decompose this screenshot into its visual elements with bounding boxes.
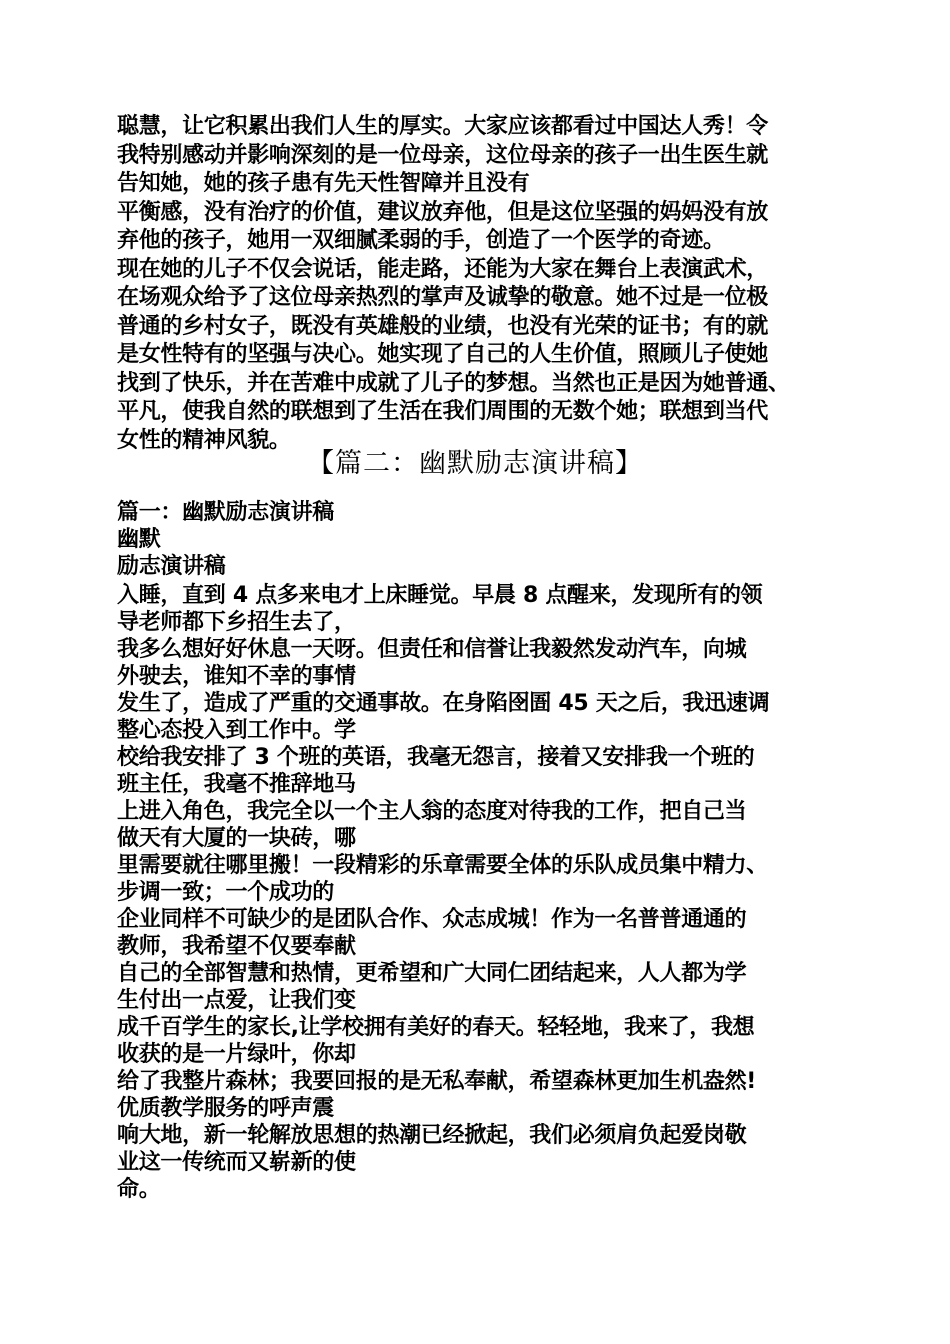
text-line: 聪慧，让它积累出我们人生的厚实。大家应该都看过中国达人秀！令 <box>117 114 769 139</box>
text-line: 做天有大厦的一块砖，哪 <box>117 826 356 851</box>
text-line: 自己的全部智慧和热情，更希望和广大同仁团结起来，人人都为学 <box>117 961 747 986</box>
text-line: 现在她的儿子不仅会说话，能走路，还能为大家在舞台上表演武术， <box>117 256 769 282</box>
body-text-section-2 <box>117 582 847 1203</box>
text-line: 收获的是一片绿叶，你却 <box>117 1042 356 1067</box>
text-line: 成千百学生的家长,让学校拥有美好的春天。轻轻地，我来了，我想 <box>117 1015 755 1040</box>
text-line: 给了我整片森林；我要回报的是无私奉献，希望森林更加生机盎然! <box>117 1069 757 1094</box>
text-line: 上进入角色，我完全以一个主人翁的态度对待我的工作，把自己当 <box>117 799 747 824</box>
text-line: 外驶去，谁知不幸的事情 <box>117 664 356 689</box>
text-line: 弃他的孩子，她用一双细腻柔弱的手，创造了一个医学的奇迹。 <box>117 228 725 253</box>
text-line: 里需要就往哪里搬！一段精彩的乐章需要全体的乐队成员集中精力、 <box>117 853 769 878</box>
text-line: 班主任，我毫不推辞地马 <box>117 772 356 797</box>
text-line: 步调一致；一个成功的 <box>117 880 335 905</box>
text-line: 导老师都下乡招生去了， <box>117 610 356 635</box>
subheading-line: 篇一：幽默励志演讲稿 <box>117 500 335 525</box>
text-line: 平衡感，没有治疗的价值，建议放弃他，但是这位坚强的妈妈没有放 <box>117 199 769 225</box>
text-line: 响大地，新一轮解放思想的热潮已经掀起，我们必须肩负起爱岗敬 <box>117 1123 747 1148</box>
text-line: 女性的精神风貌。 <box>117 427 291 453</box>
subheading-group <box>117 499 847 580</box>
text-line: 普通的乡村女子，既没有英雄般的业绩，也没有光荣的证书；有的就 <box>117 313 769 339</box>
text-line: 在场观众给予了这位母亲热烈的掌声及诚挚的敬意。她不过是一位极 <box>117 285 769 310</box>
text-line: 生付出一点爱，让我们变 <box>117 988 356 1013</box>
text-line: 是女性特有的坚强与决心。她实现了自己的人生价值，照顾儿子使她 <box>117 342 769 367</box>
text-line: 命。 <box>117 1177 161 1202</box>
text-line: 教师，我希望不仅要奉献 <box>117 934 356 959</box>
text-line: 发生了，造成了严重的交通事故。在身陷囹圄 45 天之后，我迅速调 <box>117 691 770 716</box>
text-line: 找到了快乐，并在苦难中成就了儿子的梦想。当然也正是因为她普通、 <box>117 370 790 396</box>
body-text-section-1 <box>117 113 847 455</box>
text-line: 优质教学服务的呼声震 <box>117 1096 335 1121</box>
text-line: 平凡，使我自然的联想到了生活在我们周围的无数个她；联想到当代 <box>117 399 769 424</box>
subheading-line: 幽默 <box>117 527 161 552</box>
text-line: 我特别感动并影响深刻的是一位母亲，这位母亲的孩子一出生医生就 <box>117 142 769 168</box>
text-line: 校给我安排了 3 个班的英语，我毫无怨言，接着又安排我一个班的 <box>117 745 755 770</box>
text-line: 整心态投入到工作中。学 <box>117 718 356 743</box>
text-line: 入睡，直到 4 点多来电才上床睡觉。早晨 8 点醒来，发现所有的领 <box>117 583 763 608</box>
text-line: 我多么想好好休息一天呀。但责任和信誉让我毅然发动汽车，向城 <box>117 637 747 662</box>
text-line: 企业同样不可缺少的是团队合作、众志成城！作为一名普普通通的 <box>117 907 747 932</box>
text-line: 告知她，她的孩子患有先天性智障并且没有 <box>117 171 530 196</box>
subheading-line: 励志演讲稿 <box>117 554 226 579</box>
text-line: 业这一传统而又崭新的使 <box>117 1150 356 1175</box>
section-heading: 【篇二：幽默励志演讲稿】 <box>307 448 643 479</box>
